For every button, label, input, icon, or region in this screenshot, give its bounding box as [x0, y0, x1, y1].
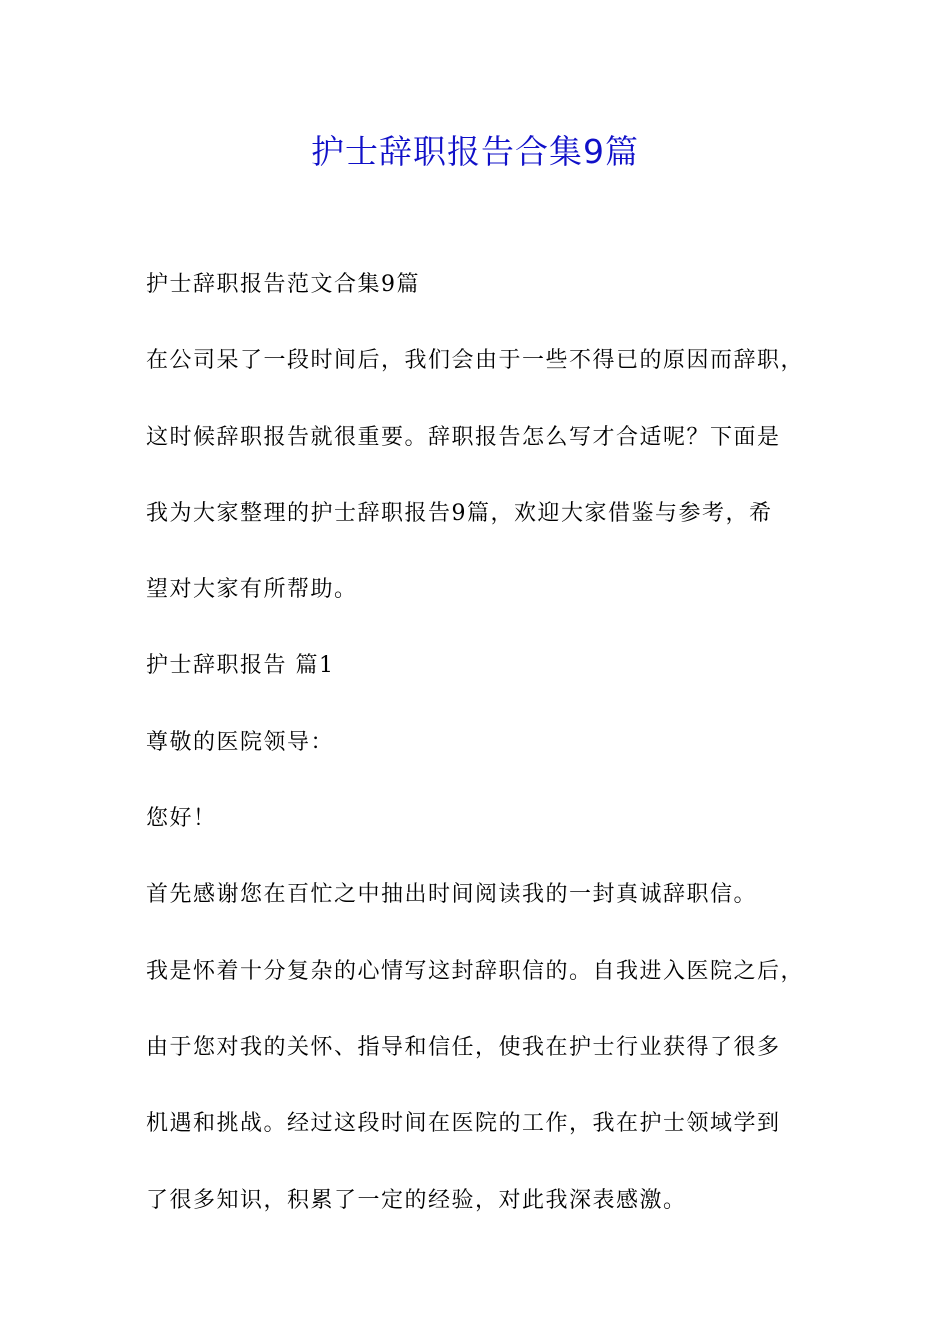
- paragraph-line: 了很多知识，积累了一定的经验，对此我深表感激。: [146, 1187, 687, 1213]
- paragraph-line: 望对大家有所帮助。: [146, 577, 358, 603]
- section-heading: 护士辞职报告 篇1: [146, 653, 335, 679]
- document-title: 护士辞职报告合集9篇: [311, 132, 639, 171]
- paragraph-line: 机遇和挑战。经过这段时间在医院的工作，我在护士领域学到: [146, 1111, 781, 1137]
- paragraph-line: 首先感谢您在百忙之中抽出时间阅读我的一封真诚辞职信。: [146, 882, 758, 908]
- salutation-line: 尊敬的医院领导：: [146, 729, 335, 755]
- greeting-line: 您好！: [146, 806, 217, 832]
- paragraph-line: 在公司呆了一段时间后，我们会由于一些不得已的原因而辞职，: [146, 348, 805, 374]
- paragraph-line: 由于您对我的关怀、指导和信任，使我在护士行业获得了很多: [146, 1034, 781, 1060]
- subtitle-line: 护士辞职报告范文合集9篇: [146, 272, 420, 297]
- paragraph-line: 我是怀着十分复杂的心情写这封辞职信的。自我进入医院之后，: [146, 958, 805, 984]
- paragraph-line: 我为大家整理的护士辞职报告9篇，欢迎大家借鉴与参考，希: [146, 500, 773, 526]
- paragraph-line: 这时候辞职报告就很重要。辞职报告怎么写才合适呢？下面是: [146, 424, 781, 450]
- document-body: [146, 265, 816, 1257]
